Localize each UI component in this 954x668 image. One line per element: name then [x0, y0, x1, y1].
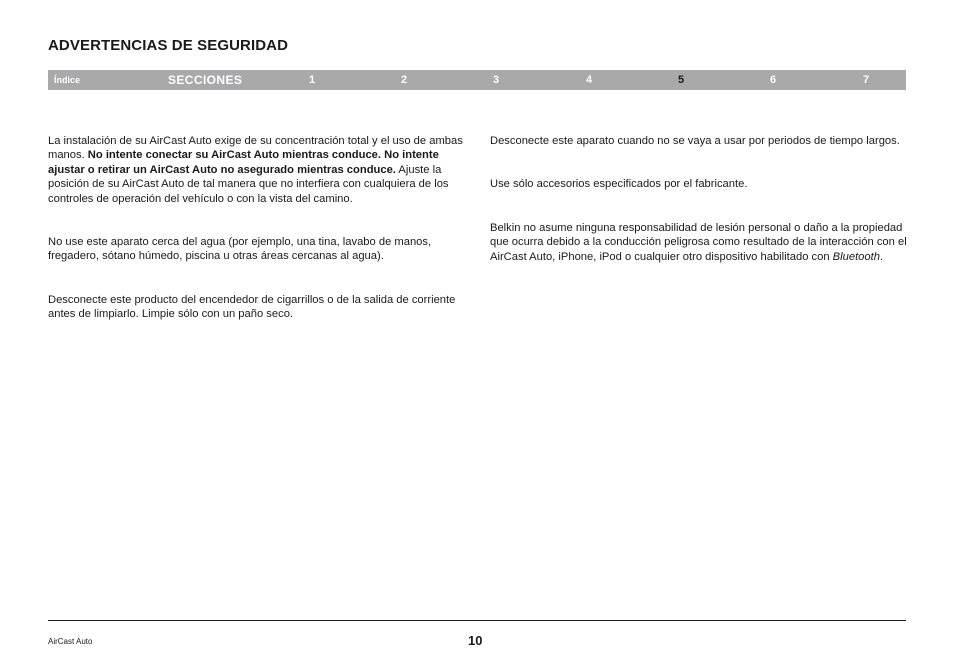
text-run: La instalación de su AirCast Auto exige de su concentración total y el uso de ambas manos. — [48, 135, 463, 162]
page-number: 10 — [468, 633, 483, 648]
nav-section-6[interactable]: 6 — [770, 74, 777, 86]
footer-product-name: AirCast Auto — [48, 637, 93, 646]
text-run: . — [879, 250, 884, 263]
left-column — [48, 134, 464, 322]
page-title: ADVERTENCIAS DE SEGURIDAD — [48, 37, 289, 54]
nav-index-link[interactable]: Índice — [54, 75, 81, 85]
text-run: Ajuste la posición de su AirCast Auto de tal manera que no interfiera con cualquiera de los controles de operación del vehículo o con la vista del camino. — [48, 163, 449, 205]
nav-sections-label: SECCIONES — [168, 73, 243, 87]
nav-section-4[interactable]: 4 — [586, 74, 593, 86]
paragraph-installation — [48, 134, 464, 206]
bluetooth-italic: Bluetooth — [832, 250, 880, 263]
paragraph-cleaning: Desconecte este producto del encendedor de cigarrillos o de la salida de corriente antes de limpiarlo. Limpie sólo con un paño seco. — [48, 293, 456, 321]
text-run: Belkin no asume ninguna responsabilidad de lesión personal o daño a la propiedad que ocurra debido a la conducción peligrosa como resultado de la interacción con el AirCast Auto, iPhone, iPod o cualquier otro dispositivo habilitado con — [490, 221, 907, 263]
paragraph-liability — [490, 221, 908, 264]
warning-bold-text: No intente conectar su AirCast Auto mientras conduce. No intente ajustar o retirar un AirCast Auto no asegurado mientras conduce. — [48, 149, 439, 176]
nav-section-3[interactable]: 3 — [493, 74, 500, 86]
right-column — [490, 134, 908, 264]
paragraph-water: No use este aparato cerca del agua (por ejemplo, una tina, lavabo de manos, fregadero, sótano húmedo, piscina u otras áreas cercanas al agua). — [48, 236, 432, 263]
paragraph-disconnect: Desconecte este aparato cuando no se vaya a usar por periodos de tiempo largos. — [490, 135, 900, 147]
paragraph-accessories: Use sólo accesorios especificados por el fabricante. — [490, 178, 748, 191]
nav-section-7[interactable]: 7 — [863, 74, 870, 86]
nav-section-5-active[interactable]: 5 — [678, 74, 685, 86]
footer-divider — [48, 620, 906, 621]
nav-section-2[interactable]: 2 — [401, 74, 408, 86]
nav-section-1[interactable]: 1 — [309, 74, 316, 86]
section-nav-bar — [48, 70, 906, 90]
